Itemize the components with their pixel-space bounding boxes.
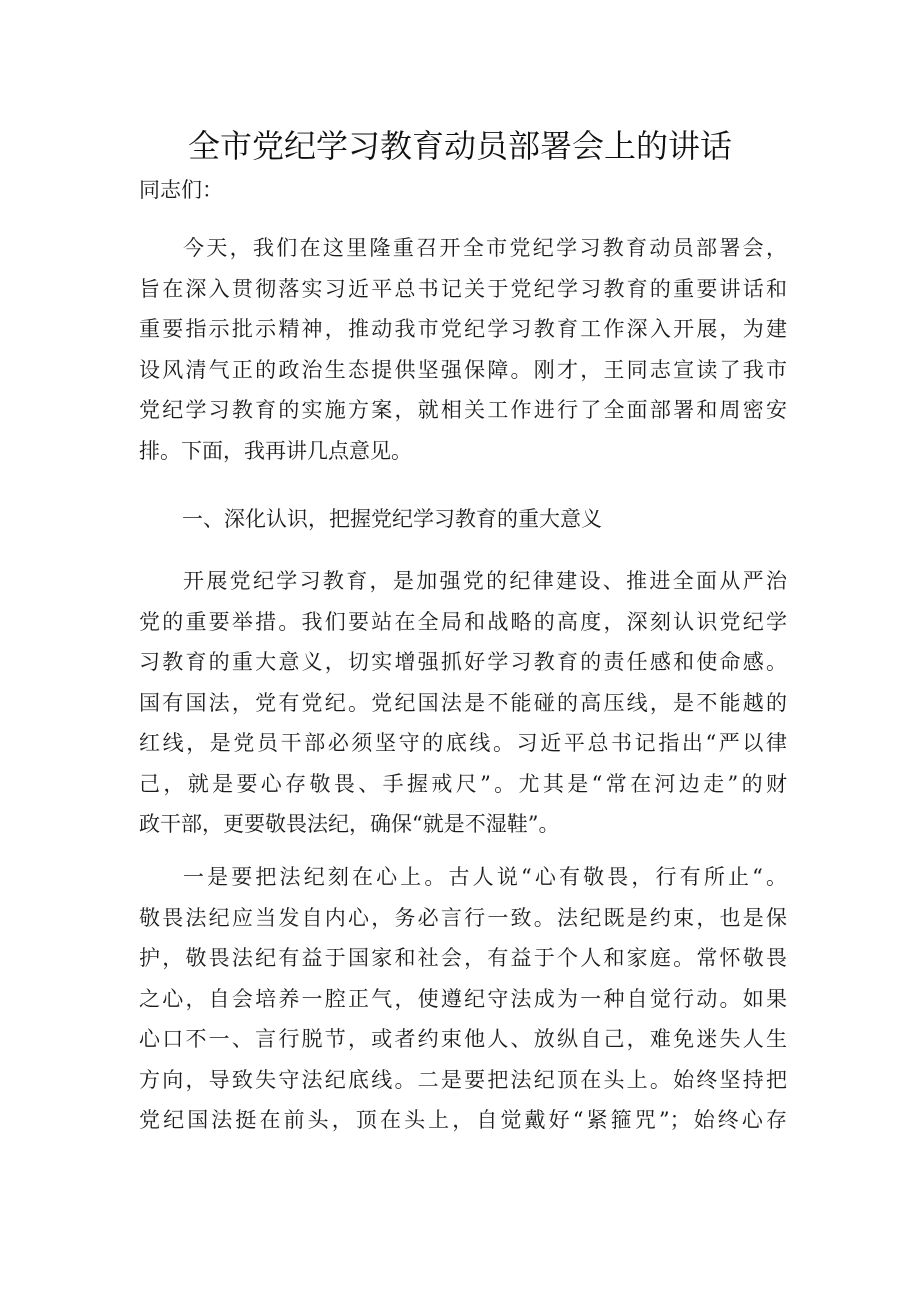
salutation: 同志们： (139, 178, 223, 202)
paragraph-line: 今天，我们在这里隆重召开全市党纪学习教育动员部署会， (183, 236, 787, 260)
section-heading: 一、深化认识，把握党纪学习教育的重大意义 (182, 507, 602, 531)
paragraph-line: 政干部，更要敬畏法纪，确保“就是不湿鞋”。 (139, 812, 560, 836)
paragraph-line: 旨在深入贯彻落实习近平总书记关于党纪学习教育的重要讲话和 (139, 276, 787, 301)
paragraph-line: 一是要把法纪刻在心上。古人说“心有敬畏，行有所止“。 (183, 865, 787, 889)
paragraph-line: 国有国法，党有党纪。党纪国法是不能碰的高压线，是不能越的 (139, 690, 787, 715)
paragraph-line: 设风清气正的政治生态提供坚强保障。刚才，王同志宣读了我市 (139, 357, 787, 382)
paragraph-line: 排。下面，我再讲几点意见。 (139, 438, 412, 463)
paragraph-line: 党的重要举措。我们要站在全局和战略的高度，深刻认识党纪学 (139, 609, 787, 634)
paragraph-line: 习教育的重大意义，切实增强抓好学习教育的责任感和使命感。 (139, 650, 787, 674)
paragraph-intro (139, 228, 787, 471)
paragraph-line: 开展党纪学习教育，是加强党的纪律建设、推进全面从严治 (183, 569, 787, 593)
document-title: 全市党纪学习教育动员部署会上的讲话 (187, 127, 732, 165)
paragraph-line: 重要指示批示精神，推动我市党纪学习教育工作深入开展，为建 (139, 317, 787, 341)
paragraph-line: 敬畏法纪应当发自内心，务必言行一致。法纪既是约束，也是保 (139, 905, 787, 930)
paragraph-line: 护，敬畏法纪有益于国家和社会，有益于个人和家庭。常怀敬畏 (139, 946, 787, 970)
paragraph-line: 方向，导致失守法纪底线。二是要把法纪顶在头上。始终坚持把 (139, 1067, 787, 1092)
paragraph-discipline (139, 857, 787, 1141)
paragraph-line: 己，就是要心存敬畏、手握戒尺”。尤其是“常在河边走”的财 (139, 771, 787, 796)
paragraph-significance (139, 561, 787, 845)
paragraph-line: 红线，是党员干部必须坚守的底线。习近平总书记指出“严以律 (139, 731, 787, 755)
paragraph-line: 党纪国法挺在前头，顶在头上，自觉戴好“紧箍咒”；始终心存 (139, 1108, 787, 1132)
paragraph-line: 心口不一、言行脱节，或者约束他人、放纵自己，难免迷失人生 (139, 1027, 787, 1051)
paragraph-line: 之心，自会培养一腔正气，使遵纪守法成为一种自觉行动。如果 (139, 986, 787, 1011)
paragraph-line: 党纪学习教育的实施方案，就相关工作进行了全面部署和周密安 (139, 398, 787, 422)
